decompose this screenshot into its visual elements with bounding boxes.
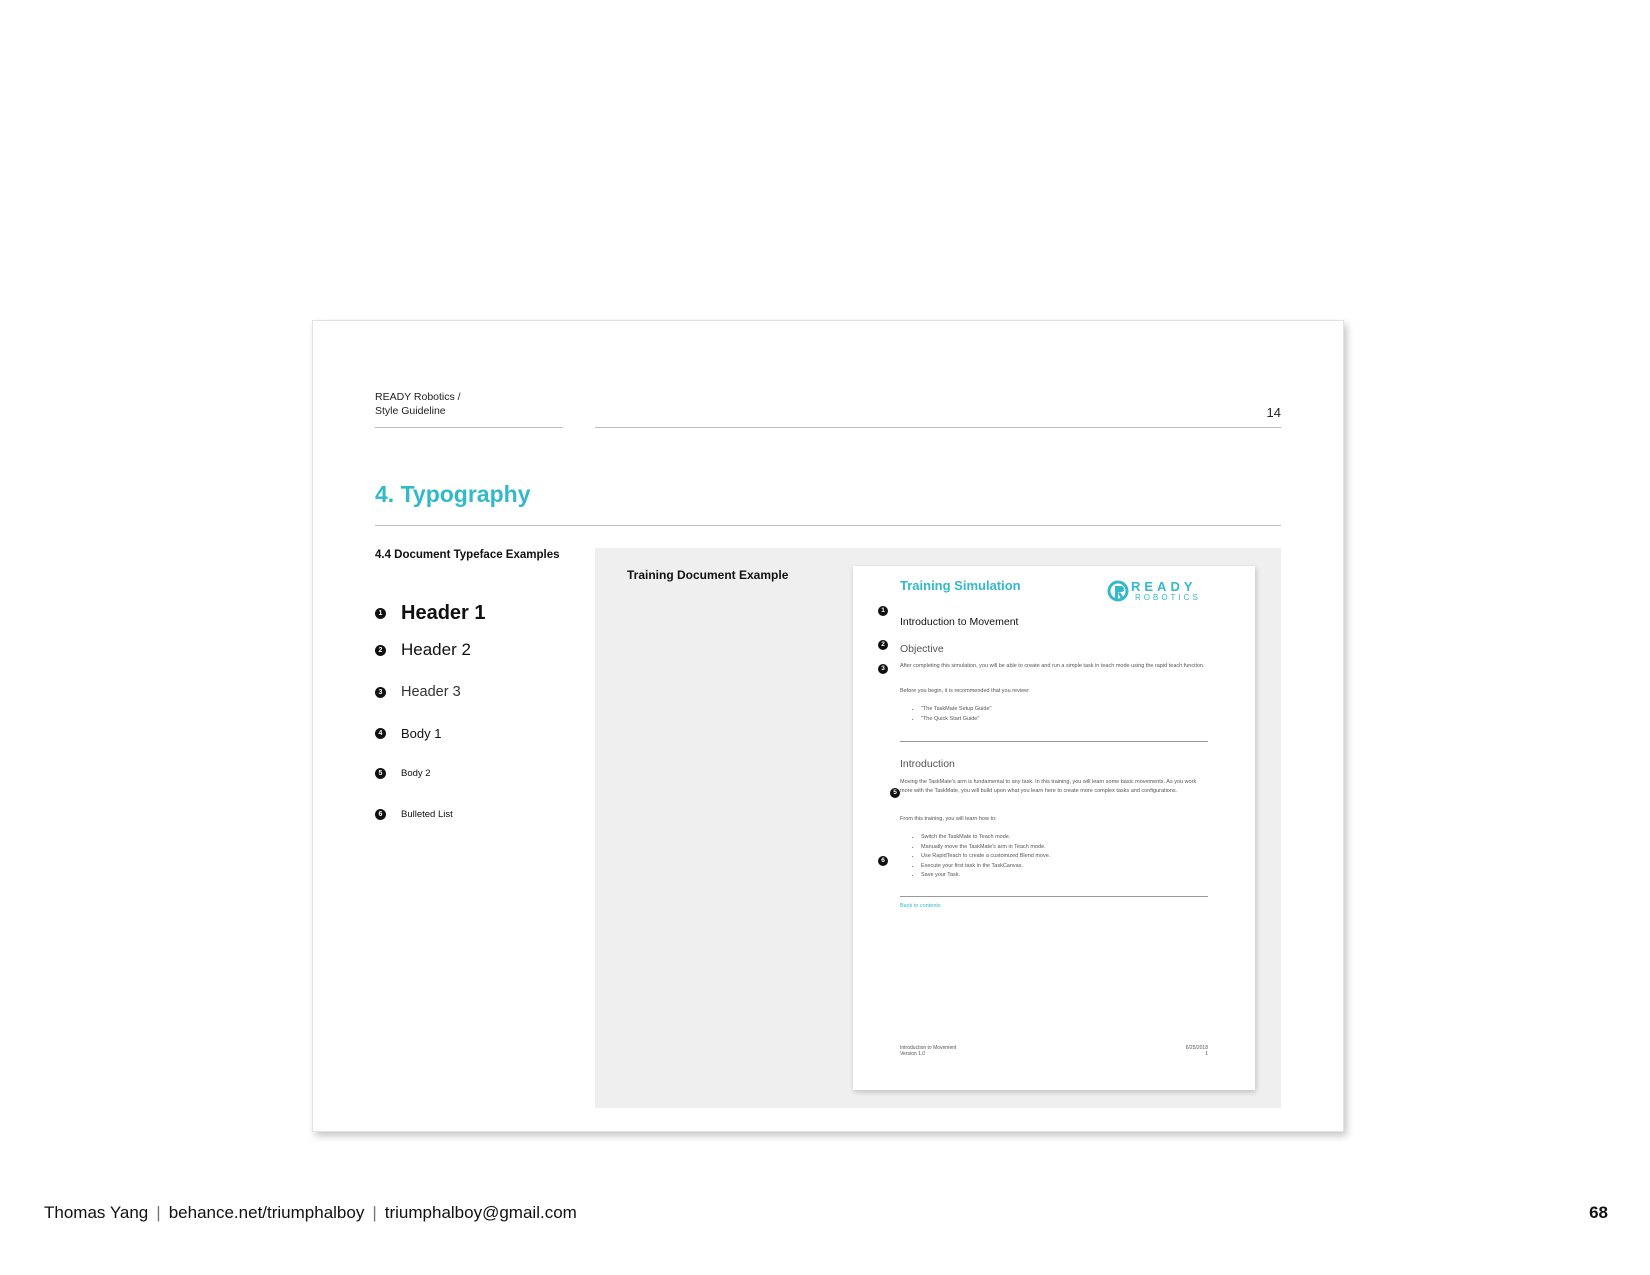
doc-footer-date: 6/25/2018 <box>1185 1045 1208 1051</box>
example-label: Body 1 <box>401 726 442 741</box>
list-item: • Manually move the TaskMate's arm in Teach mode. <box>921 843 1050 853</box>
typeface-example-header-1 <box>375 602 486 625</box>
doc-marker-5: 5 <box>890 788 900 798</box>
portfolio-page-number: 68 <box>1589 1203 1608 1222</box>
number-marker: 3 <box>375 687 386 698</box>
number-marker: 5 <box>375 768 386 779</box>
logo-word-robotics: ROBOTICS <box>1135 593 1201 602</box>
ready-robotics-logo <box>1107 578 1217 604</box>
separator: | <box>372 1203 377 1222</box>
doc-header-introduction: Introduction <box>900 758 955 770</box>
list-item: • Execute your first task in the TaskCanvas. <box>921 862 1050 872</box>
header-rule-right <box>595 427 1281 428</box>
doc-intro-text: Moving the TaskMate's arm is fundamental to any task. In this training, you will learn some basic movements. As you work more with the TaskMate, you will build upon what you learn here to create more complex tasks and configurations. <box>900 779 1197 794</box>
doc-footer-left <box>900 1045 956 1057</box>
doc-marker-3: 3 <box>878 664 888 674</box>
example-label: Body 2 <box>401 768 431 779</box>
doc-divider <box>900 741 1208 742</box>
doc-footer-page: 1 <box>1205 1051 1208 1057</box>
section-title: 4. Typography <box>375 481 531 507</box>
doc-before-text: Before you begin, it is recommended that you review: <box>900 688 1030 694</box>
doc-header-1: Introduction to Movement <box>900 616 1019 628</box>
portfolio-footer <box>44 1203 577 1223</box>
brand-header <box>375 390 461 418</box>
email-link[interactable]: triumphalboy@gmail.com <box>384 1203 577 1222</box>
typeface-example-body-2 <box>375 768 431 779</box>
typeface-example-body-1 <box>375 726 441 741</box>
example-label: Bulleted List <box>401 809 453 820</box>
robot-r-icon <box>1107 580 1129 602</box>
header-rule-left <box>375 427 563 428</box>
subsection-title: 4.4 Document Typeface Examples <box>375 549 560 561</box>
document-example-panel <box>595 548 1281 1108</box>
list-item: • "The TaskMate Setup Guide" <box>921 705 991 715</box>
author-name: Thomas Yang <box>44 1203 149 1222</box>
number-marker: 6 <box>375 809 386 820</box>
doc-back-to-contents-link[interactable]: Back to contents <box>900 903 941 909</box>
doc-marker-6: 6 <box>878 856 888 866</box>
brand-line-1: READY Robotics / <box>375 391 461 403</box>
doc-learn-list <box>911 833 1050 881</box>
doc-marker-1: 1 <box>878 606 888 616</box>
doc-title: Training Simulation <box>900 578 1021 593</box>
title-rule <box>375 525 1281 526</box>
example-label: Header 1 <box>401 602 486 624</box>
doc-review-list <box>911 705 991 724</box>
number-marker: 2 <box>375 645 386 656</box>
doc-marker-2: 2 <box>878 640 888 650</box>
example-label: Header 3 <box>401 684 461 700</box>
list-item: • Use RapidTeach to create a customized Blend move. <box>921 852 1050 862</box>
brand-line-2: Style Guideline <box>375 405 446 417</box>
doc-header-objective: Objective <box>900 643 944 655</box>
training-document-preview <box>853 566 1255 1090</box>
separator: | <box>156 1203 161 1222</box>
doc-footer-right <box>1158 1045 1208 1057</box>
doc-objective-text: After completing this simulation, you will be able to create and run a simple task in teach mode using the rapid teach function. <box>900 663 1205 669</box>
style-guide-page <box>312 320 1344 1132</box>
panel-title: Training Document Example <box>627 568 789 582</box>
list-item: • "The Quick Start Guide" <box>921 715 991 725</box>
list-item: • Save your Task. <box>921 871 1050 881</box>
typeface-example-bulleted-list <box>375 809 453 820</box>
doc-divider <box>900 896 1208 897</box>
doc-footer-version: Version 1.0 <box>900 1051 926 1057</box>
number-marker: 1 <box>375 608 386 619</box>
doc-footer-title: Introduction to Movement <box>900 1045 957 1051</box>
page-number: 14 <box>1266 405 1281 420</box>
portfolio-link[interactable]: behance.net/triumphalboy <box>168 1203 365 1222</box>
list-item: • Switch the TaskMate to Teach mode. <box>921 833 1050 843</box>
logo-word-ready: READY <box>1131 579 1197 594</box>
typeface-example-header-2 <box>375 640 471 660</box>
typeface-example-header-3 <box>375 684 461 700</box>
doc-from-text: From this training, you will learn how to: <box>900 816 997 822</box>
number-marker: 4 <box>375 728 386 739</box>
example-label: Header 2 <box>401 640 471 659</box>
